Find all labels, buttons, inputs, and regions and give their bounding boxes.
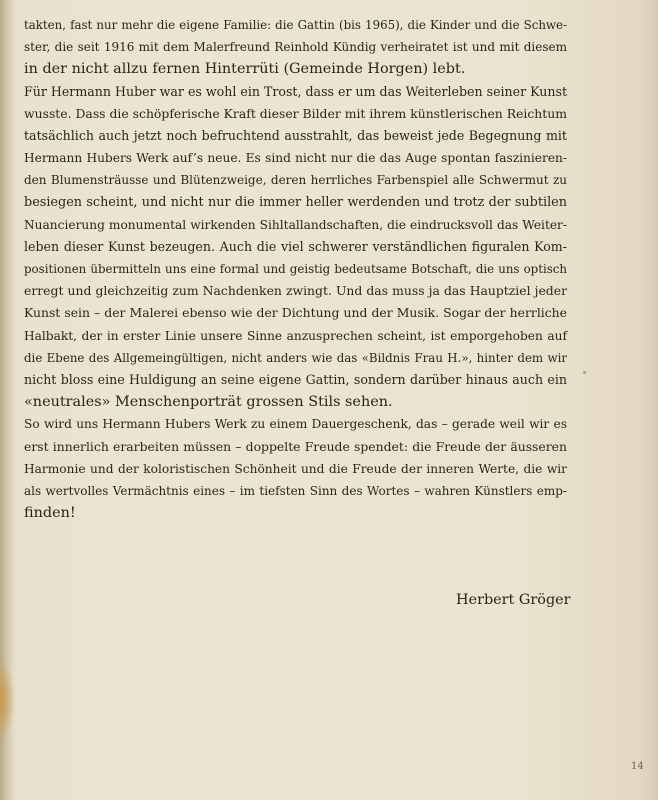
text-line: Für Hermann Huber war es wohl ein Trost, dass er um das Weiterleben seiner Kunst	[24, 83, 568, 99]
author-signature: Herbert Gröger	[456, 592, 571, 608]
text-line: ster, die seit 1916 mit dem Malerfreund Reinhold Kündig verheiratet ist und mit diesem	[24, 40, 567, 55]
text-line: takten, fast nur mehr die eigene Familie: die Gattin (bis 1965), die Kinder und die Schwe-	[24, 18, 567, 32]
text-line: Halbakt, der in erster Linie unsere Sinne anzusprechen scheint, ist emporgehoben auf	[24, 328, 567, 343]
text-line: So wird uns Hermann Hubers Werk zu einem Dauergeschenk, das – gerade weil wir es	[24, 417, 567, 432]
text-line: den Blumensträusse und Blütenzweige, deren herrliches Farbenspiel alle Schwermut zu	[24, 173, 567, 188]
text-line: Kunst sein – der Malerei ebenso wie der Dichtung und der Musik. Sogar der herrliche	[24, 305, 567, 321]
page-edge-stain	[0, 660, 14, 740]
text-line: erst innerlich erarbeiten müssen – doppelte Freude spendet: die Freude der äusseren	[24, 438, 567, 454]
text-line: Nuancierung monumental wirkenden Sihltallandschaften, die eindrucksvoll das Weiter-	[24, 217, 567, 232]
text-line: Hermann Hubers Werk auf’s neue. Es sind nicht nur die das Auge spontan faszinieren-	[24, 151, 567, 166]
body-text	[24, 14, 567, 524]
text-line: finden!	[24, 505, 76, 522]
text-line: Harmonie und der koloristischen Schönheit und die Freude der inneren Werte, die wir	[24, 461, 567, 476]
text-line: positionen übermitteln uns eine formal und geistig bedeutsame Botschaft, die uns optisch	[24, 262, 567, 277]
text-line: «neutrales» Menschenporträt grossen Stils sehen.	[24, 394, 393, 411]
text-line: tatsächlich auch jetzt noch befruchtend ausstrahlt, das beweist jede Begegnung mit	[24, 127, 567, 143]
text-line: wusste. Dass die schöpferische Kraft dieser Bilder mit ihrem künstlerischen Reichtum	[24, 105, 567, 121]
page-number: 14	[631, 761, 644, 772]
text-line: nicht bloss eine Huldigung an seine eigene Gattin, sondern darüber hinaus auch ein	[24, 372, 567, 387]
text-line: die Ebene des Allgemeingültigen, nicht anders wie das «Bildnis Frau H.», hinter dem wir	[24, 350, 567, 365]
text-line: in der nicht allzu fernen Hinterrüti (Gemeinde Horgen) lebt.	[24, 61, 466, 78]
text-line: erregt und gleichzeitig zum Nachdenken zwingt. Und das muss ja das Hauptziel jeder	[24, 283, 567, 299]
text-line: leben dieser Kunst bezeugen. Auch die viel schwerer verständlichen figuralen Kom-	[24, 238, 567, 254]
paper-speck	[583, 371, 586, 374]
text-line: als wertvolles Vermächtnis eines – im tiefsten Sinn des Wortes – wahren Künstlers emp-	[24, 483, 567, 498]
text-line: besiegen scheint, und nicht nur die immer heller werdenden und trotz der subtilen	[24, 194, 567, 210]
